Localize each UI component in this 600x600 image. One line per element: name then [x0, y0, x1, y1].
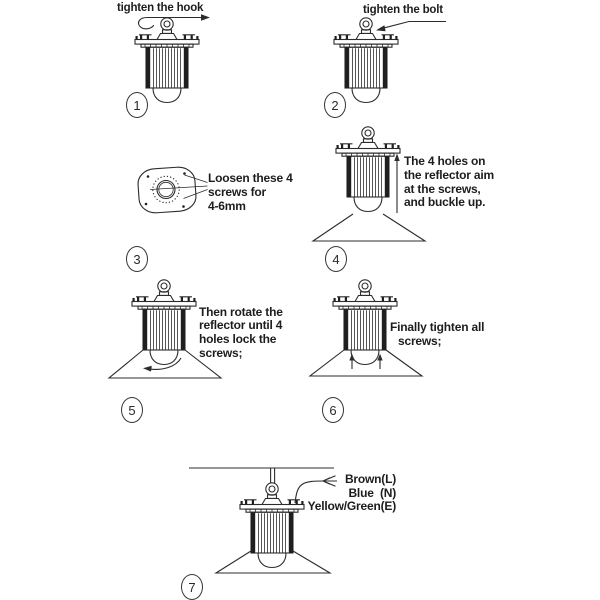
caption-step1: tighten the hook: [117, 2, 204, 14]
lamp-drawing-step1: [135, 18, 199, 103]
wire-label-blue: Blue (N): [348, 485, 396, 500]
lamp-drawing-step2: [334, 18, 398, 103]
step-number-3: 3: [126, 246, 148, 272]
step-number-1: 1: [126, 92, 148, 118]
caption-step4-line3: at the screws,: [404, 182, 481, 196]
caption-step5-line3: holes lock the: [199, 332, 277, 346]
caption-step4-line4: and buckle up.: [404, 195, 486, 209]
reflector-step4: [313, 214, 425, 241]
wire-label-ground: Yellow/Green(E): [307, 499, 396, 513]
step-number-5: 5: [121, 397, 143, 423]
caption-step6-line2: screws;: [398, 334, 442, 348]
lamp-drawing-step6: [333, 280, 397, 365]
caption-step5-line1: Then rotate the: [199, 305, 283, 319]
wire-label-brown: Brown(L): [344, 472, 396, 486]
reflector-step7: [216, 551, 330, 573]
caption-step2: tighten the bolt: [363, 4, 443, 16]
caption-step4-line1: The 4 holes on: [404, 154, 486, 168]
bolt-leader-arrow: [376, 22, 446, 32]
step-number-6: 6: [322, 397, 344, 423]
caption-step5-line2: reflector until 4: [199, 318, 283, 332]
caption-step4-line2: the reflector aim: [404, 168, 494, 182]
step-number-7: 7: [181, 574, 203, 600]
caption-step3-line1: Loosen these 4: [208, 171, 293, 185]
step-number-2: 2: [324, 92, 346, 118]
caption-step3-line2: screws for: [208, 185, 267, 199]
lamp-drawing-step4: [336, 127, 400, 212]
bottom-view-drawing: [137, 166, 207, 214]
leader-arrow-step4: [394, 154, 399, 214]
caption-step5-line4: screws;: [199, 346, 243, 360]
caption-step3-line3: 4-6mm: [208, 199, 246, 213]
reflector-step6: [310, 350, 422, 376]
step-number-4: 4: [325, 246, 347, 272]
wire-labels: [268, 473, 396, 514]
rotate-hook-arrow: [139, 14, 210, 29]
caption-step6-line1: Finally tighten all: [390, 320, 485, 334]
